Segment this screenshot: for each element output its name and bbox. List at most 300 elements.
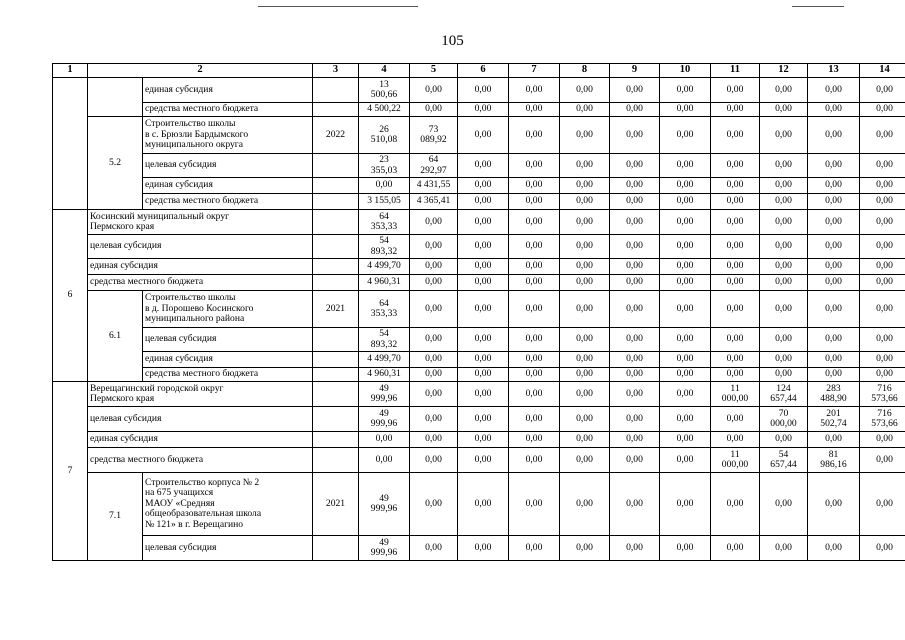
value-cell: 0,00: [760, 432, 808, 448]
value-cell: 0,00: [711, 154, 760, 178]
table-row: [53, 103, 905, 117]
header-cell: 14: [860, 64, 905, 78]
value-cell: 0,00: [660, 178, 711, 194]
value-cell: 0,00: [458, 103, 509, 117]
value-cell: 0,00: [560, 536, 610, 561]
value-cell: 0,00: [509, 368, 560, 382]
table-row: [53, 154, 905, 178]
row-label: средства местного бюджета: [143, 103, 313, 117]
value-cell: 23 355,03: [359, 154, 410, 178]
value-cell: 0,00: [458, 536, 509, 561]
value-cell: 0,00: [610, 432, 660, 448]
value-cell: 0,00: [610, 259, 660, 275]
value-cell: 0,00: [711, 473, 760, 536]
value-cell: 716 573,66: [860, 407, 905, 432]
header-cell: 13: [808, 64, 860, 78]
table-row: [53, 235, 905, 259]
value-cell: 0,00: [410, 103, 458, 117]
year-cell: [313, 448, 359, 473]
value-cell: 0,00: [660, 473, 711, 536]
value-cell: 0,00: [560, 210, 610, 235]
value-cell: 73 089,92: [410, 117, 458, 154]
value-cell: 0,00: [711, 407, 760, 432]
value-cell: 0,00: [660, 103, 711, 117]
value-cell: 0,00: [760, 178, 808, 194]
section-number-cell: 6: [53, 210, 88, 382]
value-cell: 0,00: [610, 536, 660, 561]
value-cell: 0,00: [560, 432, 610, 448]
table-row: [53, 407, 905, 432]
value-cell: 0,00: [509, 352, 560, 368]
value-cell: 0,00: [808, 178, 860, 194]
value-cell: 0,00: [808, 473, 860, 536]
value-cell: 0,00: [660, 117, 711, 154]
value-cell: 13 500,66: [359, 78, 410, 103]
value-cell: 0,00: [808, 194, 860, 210]
value-cell: 11 000,00: [711, 382, 760, 407]
value-cell: 0,00: [860, 103, 905, 117]
value-cell: 0,00: [711, 352, 760, 368]
value-cell: 0,00: [509, 194, 560, 210]
table-row: [53, 368, 905, 382]
row-label: средства местного бюджета: [143, 368, 313, 382]
value-cell: 0,00: [410, 259, 458, 275]
value-cell: 0,00: [610, 352, 660, 368]
value-cell: 0,00: [860, 78, 905, 103]
value-cell: 26 510,08: [359, 117, 410, 154]
value-cell: 0,00: [808, 432, 860, 448]
value-cell: 0,00: [660, 154, 711, 178]
year-cell: [313, 368, 359, 382]
value-cell: 0,00: [660, 536, 711, 561]
value-cell: 0,00: [458, 382, 509, 407]
value-cell: 0,00: [660, 382, 711, 407]
value-cell: 0,00: [458, 235, 509, 259]
value-cell: 0,00: [760, 352, 808, 368]
value-cell: 0,00: [458, 178, 509, 194]
table-row: [53, 210, 905, 235]
value-cell: 0,00: [509, 536, 560, 561]
value-cell: 0,00: [760, 103, 808, 117]
value-cell: 0,00: [560, 368, 610, 382]
header-cell: 4: [359, 64, 410, 78]
page-number: 105: [441, 33, 464, 49]
value-cell: 0,00: [860, 117, 905, 154]
value-cell: 0,00: [610, 78, 660, 103]
row-label: единая субсидия: [143, 178, 313, 194]
value-cell: 0,00: [560, 473, 610, 536]
row-label: Строительство школы в с. Брюзли Бардымского муниципального округа: [143, 117, 313, 154]
value-cell: 54 657,44: [760, 448, 808, 473]
value-cell: 0,00: [458, 432, 509, 448]
value-cell: 0,00: [760, 259, 808, 275]
value-cell: 0,00: [610, 275, 660, 291]
value-cell: 0,00: [711, 275, 760, 291]
value-cell: 0,00: [860, 536, 905, 561]
value-cell: 0,00: [458, 407, 509, 432]
value-cell: 49 999,96: [359, 536, 410, 561]
value-cell: 0,00: [860, 178, 905, 194]
table-row: [53, 78, 905, 103]
value-cell: 0,00: [808, 368, 860, 382]
value-cell: 0,00: [560, 407, 610, 432]
value-cell: 0,00: [711, 235, 760, 259]
value-cell: 0,00: [359, 432, 410, 448]
value-cell: 64 292,97: [410, 154, 458, 178]
value-cell: 0,00: [760, 78, 808, 103]
value-cell: 0,00: [410, 352, 458, 368]
row-label: Строительство корпуса № 2 на 675 учащихся МАОУ «Средняя общеобразовательная школа № 121» в г. Верещагино: [143, 473, 313, 536]
row-label: средства местного бюджета: [143, 194, 313, 210]
value-cell: 0,00: [560, 154, 610, 178]
value-cell: 0,00: [808, 117, 860, 154]
row-label: целевая субсидия: [143, 536, 313, 561]
value-cell: 0,00: [410, 210, 458, 235]
value-cell: 64 353,33: [359, 291, 410, 328]
section-number-cell: [53, 78, 88, 210]
value-cell: 0,00: [808, 328, 860, 352]
value-cell: 0,00: [509, 103, 560, 117]
value-cell: 0,00: [660, 210, 711, 235]
subsection-number-cell: [88, 78, 143, 117]
header-cell: 12: [760, 64, 808, 78]
value-cell: 0,00: [660, 291, 711, 328]
value-cell: 0,00: [458, 78, 509, 103]
value-cell: 0,00: [560, 328, 610, 352]
value-cell: 0,00: [610, 103, 660, 117]
value-cell: 0,00: [458, 259, 509, 275]
value-cell: 0,00: [711, 328, 760, 352]
value-cell: 0,00: [458, 154, 509, 178]
value-cell: 0,00: [711, 78, 760, 103]
value-cell: 0,00: [610, 448, 660, 473]
value-cell: 0,00: [860, 448, 905, 473]
value-cell: 0,00: [760, 536, 808, 561]
value-cell: 0,00: [458, 275, 509, 291]
value-cell: 0,00: [359, 178, 410, 194]
value-cell: 0,00: [509, 259, 560, 275]
header-cell: 8: [560, 64, 610, 78]
row-label: средства местного бюджета: [88, 275, 313, 291]
value-cell: 0,00: [509, 473, 560, 536]
value-cell: 0,00: [660, 194, 711, 210]
value-cell: 0,00: [458, 352, 509, 368]
year-cell: [313, 235, 359, 259]
value-cell: 0,00: [760, 275, 808, 291]
table-row: [53, 275, 905, 291]
value-cell: 0,00: [560, 178, 610, 194]
value-cell: 0,00: [711, 103, 760, 117]
value-cell: 0,00: [458, 291, 509, 328]
value-cell: 0,00: [560, 291, 610, 328]
table-row: [53, 117, 905, 154]
value-cell: 0,00: [560, 275, 610, 291]
row-label: целевая субсидия: [88, 235, 313, 259]
value-cell: 0,00: [860, 432, 905, 448]
table-row: [53, 352, 905, 368]
header-cell: 6: [458, 64, 509, 78]
value-cell: 0,00: [610, 328, 660, 352]
value-cell: 0,00: [560, 117, 610, 154]
header-cell: 11: [711, 64, 760, 78]
value-cell: 0,00: [458, 328, 509, 352]
value-cell: 0,00: [610, 368, 660, 382]
value-cell: 0,00: [509, 382, 560, 407]
year-cell: [313, 328, 359, 352]
value-cell: 0,00: [560, 448, 610, 473]
header-row: [53, 64, 905, 78]
value-cell: 0,00: [860, 275, 905, 291]
value-cell: 0,00: [660, 259, 711, 275]
header-cell: 1: [53, 64, 88, 78]
table-row: [53, 328, 905, 352]
value-cell: 49 999,96: [359, 382, 410, 407]
value-cell: 0,00: [509, 235, 560, 259]
value-cell: 0,00: [560, 194, 610, 210]
value-cell: 4 365,41: [410, 194, 458, 210]
value-cell: 0,00: [711, 368, 760, 382]
value-cell: 0,00: [711, 259, 760, 275]
value-cell: 0,00: [610, 117, 660, 154]
value-cell: 0,00: [410, 382, 458, 407]
value-cell: 4 499,70: [359, 352, 410, 368]
value-cell: 0,00: [711, 210, 760, 235]
value-cell: 0,00: [660, 407, 711, 432]
value-cell: 0,00: [660, 235, 711, 259]
value-cell: 0,00: [860, 291, 905, 328]
value-cell: 0,00: [760, 117, 808, 154]
value-cell: 0,00: [458, 368, 509, 382]
row-label: единая субсидия: [143, 352, 313, 368]
subsection-number-cell: 5.2: [88, 117, 143, 210]
value-cell: 0,00: [610, 154, 660, 178]
value-cell: 0,00: [808, 103, 860, 117]
year-cell: 2022: [313, 117, 359, 154]
value-cell: 49 999,96: [359, 473, 410, 536]
value-cell: 0,00: [808, 210, 860, 235]
value-cell: 81 986,16: [808, 448, 860, 473]
value-cell: 283 488,90: [808, 382, 860, 407]
value-cell: 0,00: [760, 194, 808, 210]
value-cell: 0,00: [560, 235, 610, 259]
value-cell: 0,00: [560, 103, 610, 117]
value-cell: 0,00: [509, 210, 560, 235]
value-cell: 0,00: [410, 536, 458, 561]
value-cell: 0,00: [660, 328, 711, 352]
table-row: [53, 291, 905, 328]
value-cell: 0,00: [711, 117, 760, 154]
value-cell: 0,00: [711, 536, 760, 561]
year-cell: 2021: [313, 291, 359, 328]
value-cell: 0,00: [509, 448, 560, 473]
value-cell: 0,00: [410, 407, 458, 432]
value-cell: 0,00: [660, 368, 711, 382]
value-cell: 0,00: [860, 473, 905, 536]
value-cell: 0,00: [760, 235, 808, 259]
top-rule-right: [792, 6, 844, 7]
value-cell: 0,00: [410, 291, 458, 328]
value-cell: 0,00: [560, 382, 610, 407]
value-cell: 0,00: [660, 432, 711, 448]
table-row: [53, 382, 905, 407]
value-cell: 0,00: [660, 275, 711, 291]
value-cell: 4 960,31: [359, 275, 410, 291]
value-cell: 0,00: [560, 352, 610, 368]
table-row: [53, 448, 905, 473]
header-cell: 3: [313, 64, 359, 78]
value-cell: 0,00: [410, 78, 458, 103]
header-cell: 2: [88, 64, 313, 78]
year-cell: [313, 78, 359, 103]
subsection-number-cell: 7.1: [88, 473, 143, 561]
value-cell: 0,00: [458, 117, 509, 154]
row-label: единая субсидия: [88, 432, 313, 448]
value-cell: 0,00: [760, 328, 808, 352]
value-cell: 0,00: [860, 259, 905, 275]
row-label: целевая субсидия: [143, 328, 313, 352]
value-cell: 0,00: [860, 328, 905, 352]
value-cell: 0,00: [808, 352, 860, 368]
table-row: [53, 194, 905, 210]
row-label: единая субсидия: [88, 259, 313, 275]
year-cell: [313, 103, 359, 117]
value-cell: 0,00: [808, 78, 860, 103]
value-cell: 0,00: [610, 210, 660, 235]
value-cell: 0,00: [610, 473, 660, 536]
header-cell: 7: [509, 64, 560, 78]
value-cell: 4 431,55: [410, 178, 458, 194]
row-label: Косинский муниципальный округ Пермского края: [88, 210, 313, 235]
value-cell: 0,00: [808, 536, 860, 561]
value-cell: 0,00: [660, 352, 711, 368]
value-cell: 49 999,96: [359, 407, 410, 432]
value-cell: 0,00: [760, 154, 808, 178]
value-cell: 0,00: [509, 275, 560, 291]
year-cell: [313, 259, 359, 275]
value-cell: 201 502,74: [808, 407, 860, 432]
header-cell: 10: [660, 64, 711, 78]
value-cell: 0,00: [808, 235, 860, 259]
value-cell: 0,00: [610, 194, 660, 210]
value-cell: 0,00: [560, 78, 610, 103]
value-cell: 0,00: [860, 154, 905, 178]
value-cell: 0,00: [760, 473, 808, 536]
year-cell: [313, 432, 359, 448]
value-cell: 0,00: [410, 235, 458, 259]
value-cell: 124 657,44: [760, 382, 808, 407]
value-cell: 0,00: [509, 432, 560, 448]
value-cell: 11 000,00: [711, 448, 760, 473]
year-cell: [313, 275, 359, 291]
value-cell: 0,00: [760, 210, 808, 235]
subsection-number-cell: 6.1: [88, 291, 143, 382]
value-cell: 54 893,32: [359, 235, 410, 259]
value-cell: 0,00: [509, 78, 560, 103]
value-cell: 0,00: [610, 382, 660, 407]
table-row: [53, 536, 905, 561]
row-label: целевая субсидия: [88, 407, 313, 432]
value-cell: 0,00: [808, 291, 860, 328]
table-row: [53, 432, 905, 448]
value-cell: 0,00: [509, 291, 560, 328]
year-cell: [313, 352, 359, 368]
row-label: Верещагинский городской округ Пермского края: [88, 382, 313, 407]
budget-table: [52, 63, 905, 561]
value-cell: 0,00: [610, 407, 660, 432]
row-label: средства местного бюджета: [88, 448, 313, 473]
value-cell: 0,00: [860, 194, 905, 210]
value-cell: 0,00: [410, 432, 458, 448]
value-cell: 0,00: [711, 194, 760, 210]
value-cell: 0,00: [410, 473, 458, 536]
value-cell: 0,00: [808, 259, 860, 275]
value-cell: 0,00: [808, 154, 860, 178]
value-cell: 0,00: [509, 154, 560, 178]
value-cell: 64 353,33: [359, 210, 410, 235]
value-cell: 0,00: [458, 194, 509, 210]
year-cell: [313, 382, 359, 407]
value-cell: 0,00: [509, 407, 560, 432]
value-cell: 0,00: [458, 210, 509, 235]
value-cell: 0,00: [359, 448, 410, 473]
value-cell: 0,00: [760, 291, 808, 328]
value-cell: 4 500,22: [359, 103, 410, 117]
year-cell: [313, 194, 359, 210]
value-cell: 0,00: [860, 235, 905, 259]
table-row: [53, 259, 905, 275]
value-cell: 0,00: [509, 117, 560, 154]
year-cell: [313, 407, 359, 432]
value-cell: 0,00: [509, 328, 560, 352]
value-cell: 0,00: [410, 328, 458, 352]
value-cell: 0,00: [410, 448, 458, 473]
value-cell: 4 960,31: [359, 368, 410, 382]
value-cell: 0,00: [458, 448, 509, 473]
value-cell: 0,00: [860, 368, 905, 382]
value-cell: 0,00: [808, 275, 860, 291]
value-cell: 0,00: [860, 210, 905, 235]
value-cell: 0,00: [760, 368, 808, 382]
value-cell: 0,00: [458, 473, 509, 536]
header-cell: 9: [610, 64, 660, 78]
row-label: целевая субсидия: [143, 154, 313, 178]
year-cell: [313, 536, 359, 561]
value-cell: 0,00: [660, 448, 711, 473]
table-row: [53, 178, 905, 194]
row-label: единая субсидия: [143, 78, 313, 103]
year-cell: [313, 210, 359, 235]
value-cell: 0,00: [711, 432, 760, 448]
value-cell: 0,00: [660, 78, 711, 103]
value-cell: 0,00: [711, 178, 760, 194]
value-cell: 0,00: [410, 368, 458, 382]
table-row: [53, 473, 905, 536]
value-cell: 3 155,05: [359, 194, 410, 210]
section-number-cell: 7: [53, 382, 88, 561]
value-cell: 4 499,70: [359, 259, 410, 275]
year-cell: [313, 154, 359, 178]
value-cell: 0,00: [711, 291, 760, 328]
value-cell: 0,00: [509, 178, 560, 194]
value-cell: 0,00: [610, 291, 660, 328]
row-label: Строительство школы в д. Порошево Косинского муниципального района: [143, 291, 313, 328]
value-cell: 0,00: [860, 352, 905, 368]
top-rule-left: [258, 6, 418, 7]
value-cell: 0,00: [410, 275, 458, 291]
value-cell: 0,00: [610, 178, 660, 194]
year-cell: [313, 178, 359, 194]
value-cell: 54 893,32: [359, 328, 410, 352]
